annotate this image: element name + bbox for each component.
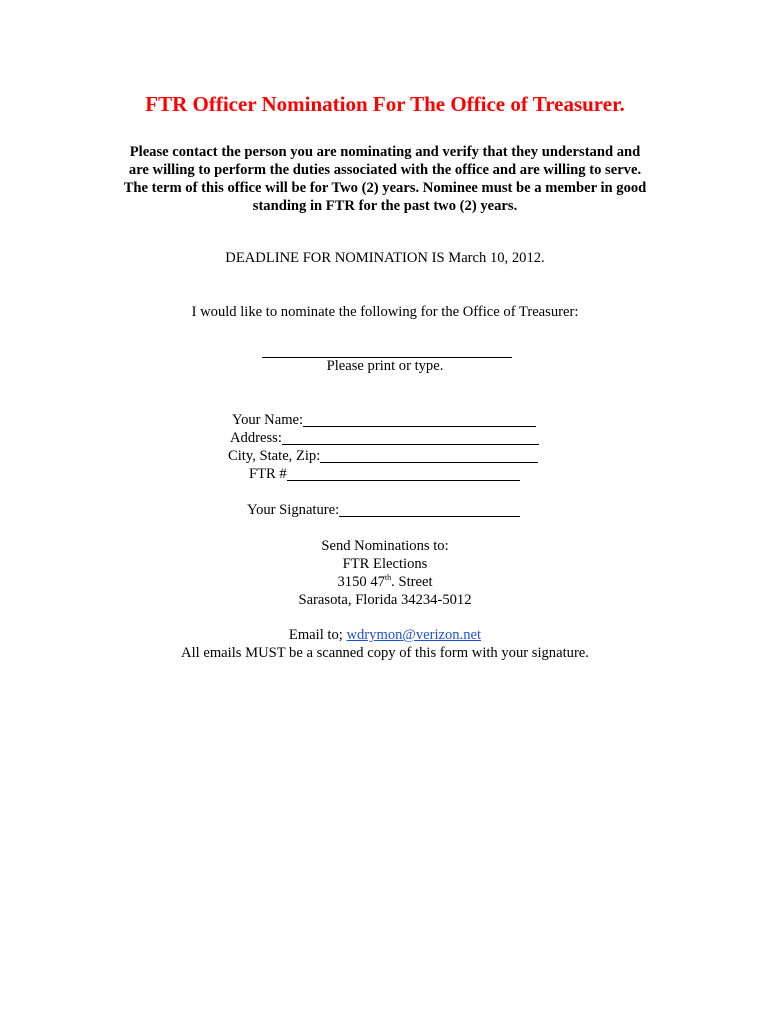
street-suffix: th [384, 573, 392, 583]
nominee-name-field[interactable] [262, 340, 512, 358]
page-title: FTR Officer Nomination For The Office of Treasurer. [145, 92, 625, 116]
signature-label: Your Signature: [247, 502, 340, 518]
street-number: 3150 47 [337, 574, 385, 590]
address-field[interactable] [282, 429, 539, 445]
street-address [0, 573, 770, 591]
intro-paragraph [90, 143, 680, 215]
email-note: All emails MUST be a scanned copy of this form with your signature. [181, 645, 589, 661]
org-name: FTR Elections [342, 556, 428, 572]
ftr-number-label: FTR # [249, 466, 287, 482]
city-state-zip-field[interactable] [320, 447, 538, 463]
email-line [0, 626, 770, 644]
email-block [0, 626, 770, 662]
print-instruction: Please print or type. [326, 358, 444, 374]
intro-line: are willing to perform the duties associated with the office and are willing to serve. [128, 162, 642, 178]
email-label: Email to; [288, 627, 347, 643]
send-heading: Send Nominations to: [321, 538, 449, 554]
your-name-row [232, 411, 536, 429]
ftr-number-field[interactable] [287, 465, 520, 481]
city-state-zip-label: City, State, Zip: [228, 448, 321, 464]
city-line: Sarasota, Florida 34234-5012 [298, 592, 472, 608]
address-row [230, 429, 539, 447]
city-state-zip-row [228, 447, 538, 465]
your-name-label: Your Name: [232, 412, 304, 428]
deadline-text: DEADLINE FOR NOMINATION IS March 10, 2012. [225, 250, 545, 266]
mailing-address-block [0, 537, 770, 609]
address-label: Address: [230, 430, 282, 446]
intro-line: standing in FTR for the past two (2) years. [252, 198, 518, 214]
intro-line: The term of this office will be for Two (2) years. Nominee must be a member in good [123, 180, 647, 196]
ftr-number-row [249, 465, 520, 483]
intro-line: Please contact the person you are nominating and verify that they understand and [129, 144, 641, 160]
your-name-field[interactable] [303, 411, 536, 427]
nominate-text: I would like to nominate the following for the Office of Treasurer: [191, 304, 579, 320]
email-link[interactable]: wdrymon@verizon.net [346, 627, 482, 643]
street-name: . Street [391, 574, 433, 590]
signature-row [247, 501, 520, 519]
signature-field[interactable] [339, 501, 520, 517]
